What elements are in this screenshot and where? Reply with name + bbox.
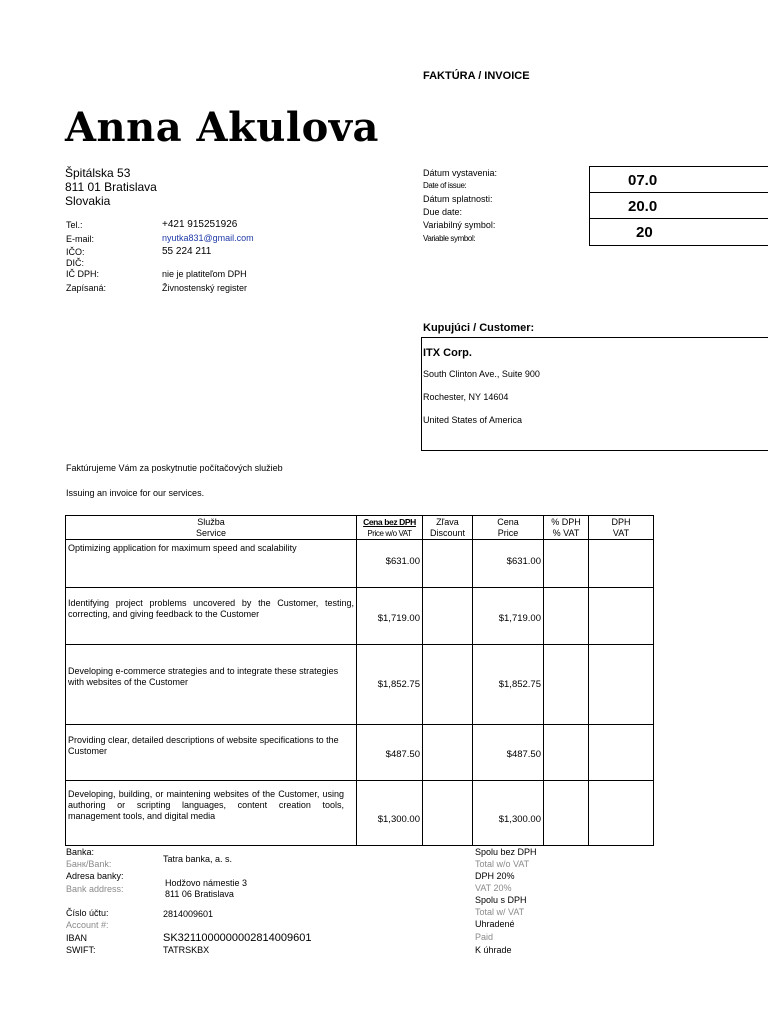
tel-value: +421 915251926: [162, 219, 238, 230]
swift-label: SWIFT:: [66, 945, 96, 955]
customer-name: ITX Corp.: [423, 347, 472, 359]
icdph-label: IČ DPH:: [66, 269, 100, 279]
due-date-label-en: Due date:: [423, 207, 463, 217]
intro-sk: Faktúrujeme Vám za poskytnutie počítačových služieb: [66, 463, 283, 473]
vat-pct-cell: [544, 645, 589, 725]
total-with-vat-label-en: Total w/ VAT: [475, 907, 525, 917]
vs-value: 20: [636, 224, 653, 241]
discount-cell: [423, 540, 473, 588]
vat-pct-cell: [544, 540, 589, 588]
bank-address-label-en: Bank address:: [66, 884, 124, 894]
price-wo-vat-cell: $1,852.75: [357, 645, 423, 725]
price-wo-vat-cell: $487.50: [357, 725, 423, 781]
paid-label-en: Paid: [475, 932, 494, 942]
customer-address-line: Rochester, NY 14604: [423, 392, 509, 402]
discount-cell: [423, 781, 473, 846]
customer-address-line: United States of America: [423, 415, 523, 425]
dic-label: DIČ:: [66, 258, 84, 268]
bank-label: Banka:: [66, 847, 95, 857]
price-cell: $487.50: [473, 725, 544, 781]
due-date-label: Dátum splatnosti:: [423, 194, 493, 204]
due-date-box: [589, 192, 768, 219]
price-wo-vat-cell: $1,719.00: [357, 588, 423, 645]
account-label: Číslo účtu:: [66, 908, 109, 918]
issue-date-label: Dátum vystavenia:: [423, 168, 498, 178]
price-wo-vat-cell: $1,300.00: [357, 781, 423, 846]
vat-pct-cell: [544, 588, 589, 645]
price-cell: $1,852.75: [473, 645, 544, 725]
price-cell: $1,719.00: [473, 588, 544, 645]
issue-date-value: 07.0: [628, 172, 658, 189]
vat-cell: [589, 588, 654, 645]
discount-cell: [423, 588, 473, 645]
col-header-discount: Zľava Discount: [423, 516, 473, 540]
ico-label: IČO:: [66, 247, 85, 257]
vs-box: [589, 218, 768, 246]
document-title: FAKTÚRA / INVOICE: [423, 70, 530, 82]
ico-value: 55 224 211: [162, 246, 212, 257]
supplier-name: Anna Akulova: [65, 104, 379, 151]
price-wo-vat-cell: $631.00: [357, 540, 423, 588]
bank-address-line: 811 06 Bratislava: [165, 889, 234, 899]
iban-label: IBAN: [66, 933, 88, 943]
tel-label: Tel.:: [66, 220, 83, 230]
account-label-en: Account #:: [66, 920, 109, 930]
col-header-price-wo-vat: Cena bez DPH Price w/o VAT: [357, 516, 423, 540]
service-description: Providing clear, detailed descriptions of website specifications to the Customer: [66, 725, 357, 781]
service-description: Identifying project problems uncovered by the Customer, testing, correcting, and giving feedback to the Customer: [66, 588, 357, 645]
registered-label: Zapísaná:: [66, 283, 107, 293]
vat-cell: [589, 645, 654, 725]
col-header-vat: DPH VAT: [589, 516, 654, 540]
total-with-vat-label: Spolu s DPH: [475, 895, 527, 905]
vat-cell: [589, 781, 654, 846]
bank-value: Tatra banka, a. s.: [163, 854, 233, 864]
customer-heading: Kupujúci / Customer:: [423, 322, 535, 334]
bank-label-alt: Банк/Bank:: [66, 859, 112, 869]
supplier-address-line: Špitálska 53: [65, 166, 131, 180]
vat-label: DPH 20%: [475, 871, 515, 881]
col-header-service: Služba Service: [66, 516, 357, 540]
intro-en: Issuing an invoice for our services.: [66, 488, 205, 498]
col-header-vat-pct: % DPH % VAT: [544, 516, 589, 540]
vat-label-en: VAT 20%: [475, 883, 512, 893]
vat-cell: [589, 540, 654, 588]
table-row: [66, 540, 654, 588]
issue-date-box: [589, 166, 768, 193]
email-link[interactable]: nyutka831@gmail.com: [162, 233, 254, 243]
account-value: 2814009601: [163, 909, 214, 919]
table-row: [66, 588, 654, 645]
services-table: [65, 515, 654, 846]
table-header-row: [66, 516, 654, 540]
amount-due-label: K úhrade: [475, 945, 512, 955]
discount-cell: [423, 725, 473, 781]
paid-label: Uhradené: [475, 919, 515, 929]
col-header-price: Cena Price: [473, 516, 544, 540]
customer-address-line: South Clinton Ave., Suite 900: [423, 369, 540, 379]
vs-label-en: Variable symbol:: [423, 234, 476, 243]
service-description: Developing e-commerce strategies and to integrate these strategies with websites of the Customer: [66, 645, 357, 725]
issue-date-label-en: Date of issue:: [423, 181, 467, 190]
registered-value: Živnostenský register: [162, 283, 248, 293]
total-wo-vat-label: Spolu bez DPH: [475, 847, 537, 857]
bank-address-line: Hodžovo námestie 3: [165, 878, 248, 888]
total-wo-vat-label-en: Total w/o VAT: [475, 859, 530, 869]
vat-pct-cell: [544, 781, 589, 846]
swift-value: TATRSKBX: [163, 945, 210, 955]
due-date-value: 20.0: [628, 198, 658, 215]
icdph-value: nie je platiteľom DPH: [162, 269, 247, 279]
supplier-address-line: 811 01 Bratislava: [65, 180, 157, 194]
bank-address-label: Adresa banky:: [66, 871, 124, 881]
table-row: [66, 725, 654, 781]
price-cell: $631.00: [473, 540, 544, 588]
table-row: [66, 781, 654, 846]
table-row: [66, 645, 654, 725]
vat-cell: [589, 725, 654, 781]
vs-label: Variabilný symbol:: [423, 220, 496, 230]
iban-value: SK3211000000002814009601: [163, 932, 312, 944]
price-cell: $1,300.00: [473, 781, 544, 846]
service-description: Developing, building, or maintening websites of the Customer, using authoring or scripting languages, content creation tools, management tools, and digital media: [66, 781, 357, 846]
supplier-address-line: Slovakia: [65, 194, 111, 208]
vat-pct-cell: [544, 725, 589, 781]
discount-cell: [423, 645, 473, 725]
service-description: Optimizing application for maximum speed and scalability: [66, 540, 357, 588]
email-label: E-mail:: [66, 234, 95, 244]
